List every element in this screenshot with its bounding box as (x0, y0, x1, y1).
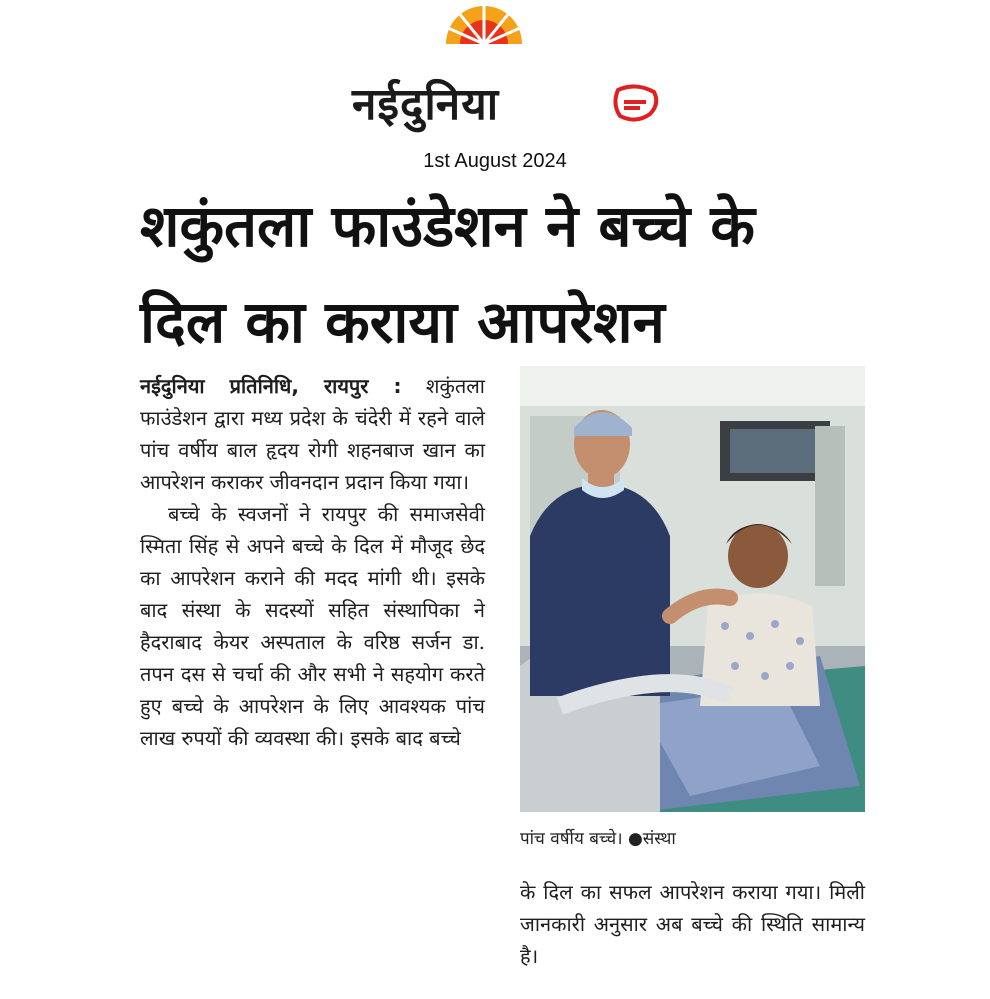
masthead-title: नईदुनिया (352, 79, 500, 130)
newspaper-logo (340, 0, 660, 140)
article-paragraph-2: बच्चे के स्वजनों ने रायपुर की समाजसेवी स्मिता सिंह से अपने बच्चे के दिल में मौजूद छेद का आपरेशन कराने की मदद मांगी थी। इसके बाद संस्था के सदस्यों सहित संस्थापिका ने हैदराबाद केयर अस्पताल के वरिष्ठ सर्जन डा. तपन दस से चर्चा की और सभी ने सहयोग करते हुए बच्चे के आपरेशन के लिए आवश्यक पांच लाख रुपयों की व्यवस्था की। इसके बाद बच्चे (140, 502, 485, 750)
article-paragraph-3: के दिल का सफल आपरेशन कराया गया। मिली जानकारी अनुसार अब बच्चे की स्थिति सामान्य है। (520, 880, 865, 968)
article-paragraph-1 (140, 370, 485, 498)
news-photo (520, 366, 865, 812)
dateline: 1st August 2024 (423, 150, 567, 172)
brand-mark-icon (610, 82, 662, 124)
rising-sun-icon (444, 0, 524, 44)
byline: नईदुनिया प्रतिनिधि, रायपुर : (140, 374, 402, 398)
photo-caption: पांच वर्षीय बच्चे। ●संस्था (520, 829, 676, 849)
headline-line-1: शकुंतला फाउंडेशन ने बच्चे के (140, 192, 755, 260)
paragraph-1-text: शकुंतला फाउंडेशन द्वारा मध्य प्रदेश के चंदेरी में रहने वाले पांच वर्षीय बाल हृदय रोगी शहनबाज खान का आपरेशन कराकर जीवनदान प्रदान किया गया। (140, 374, 485, 494)
article-column-left (140, 370, 485, 754)
headline (140, 178, 860, 370)
article-column-right (520, 876, 865, 972)
hospital-scene-illustration (520, 366, 865, 812)
headline-line-2: दिल का कराया आपरेशन (140, 288, 665, 356)
